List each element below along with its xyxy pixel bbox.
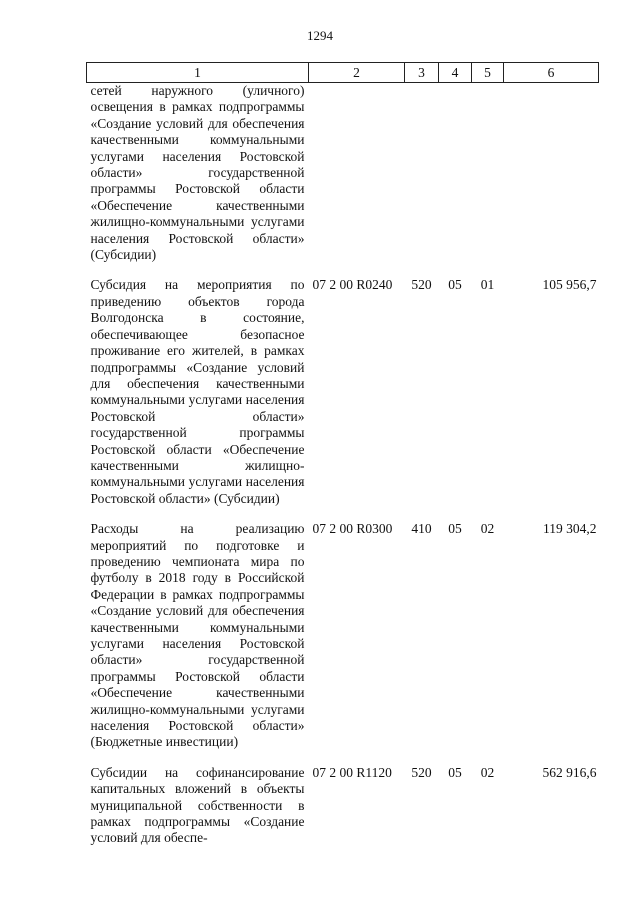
row-col5 [472, 83, 504, 278]
row-col3 [405, 83, 439, 278]
header-col-2: 2 [309, 63, 405, 83]
table-body [87, 83, 599, 861]
page-number: 1294 [307, 28, 333, 43]
table-row [87, 277, 599, 521]
row-amount: 119 304,2 [543, 521, 597, 537]
header-col-5: 5 [472, 63, 504, 83]
row-description: Субсидия на мероприятия по приведению объектов города Волгодонска в состояние, обеспечивающее безопасное проживание его жителей, в рамках подпрограммы «Создание условий для обеспечения качественными коммунальными услугами населения Ростовской области» государственной программы Ростовской области «Обеспечение качественными жилищно-коммунальными услугами населения Ростовской области» (Субсидии) [90, 277, 305, 506]
row-code: 07 2 00 R0300 [312, 521, 393, 537]
row-description: Расходы на реализацию мероприятий по подготовке и проведению чемпионата мира по футболу в 2018 году в Российской Федерации в рамках подпрограммы «Создание условий для обеспечения качественными коммунальными услугами населения Ростовской области» государственной программы Ростовской области «Обеспечение качественными жилищно-коммунальными услугами населения Ростовской области» (Бюджетные инвестиции) [90, 521, 305, 750]
table-row [87, 83, 599, 278]
row-col3: 520 [411, 764, 432, 780]
row-col5: 02 [480, 521, 495, 537]
row-description: сетей наружного (уличного) освещения в рамках подпрограммы «Создание условий для обеспечения качественными коммунальными услугами населения Ростовской области» государственной программы Ростовской области «Обеспечение качественными жилищно-коммунальными услугами населения Ростовской области» (Субсидии) [90, 83, 305, 263]
header-col-6: 6 [504, 63, 599, 83]
row-col4: 05 [448, 521, 462, 537]
header-col-1: 1 [87, 63, 309, 83]
row-col4 [439, 83, 472, 278]
row-col5: 02 [480, 764, 495, 780]
row-col3: 410 [411, 521, 432, 537]
row-code: 07 2 00 R1120 [312, 764, 392, 780]
row-code [309, 83, 405, 278]
header-col-4: 4 [439, 63, 472, 83]
row-amount: 105 956,7 [542, 277, 597, 293]
table-row [87, 521, 599, 765]
row-col4: 05 [448, 764, 462, 780]
table-header [87, 63, 599, 83]
row-amount [504, 83, 599, 278]
row-amount: 562 916,6 [542, 764, 597, 780]
table-row [87, 765, 599, 861]
row-col4: 05 [448, 277, 462, 293]
row-description: Субсидии на софинансирование капитальных вложений в объекты муниципальной собственности в рамках подпрограммы «Создание условий для обеспе- [90, 764, 305, 846]
budget-table [86, 62, 599, 861]
header-col-3: 3 [405, 63, 439, 83]
row-col5: 01 [480, 277, 495, 293]
header-row [87, 63, 599, 83]
row-col3: 520 [411, 277, 432, 293]
row-code: 07 2 00 R0240 [312, 277, 393, 293]
